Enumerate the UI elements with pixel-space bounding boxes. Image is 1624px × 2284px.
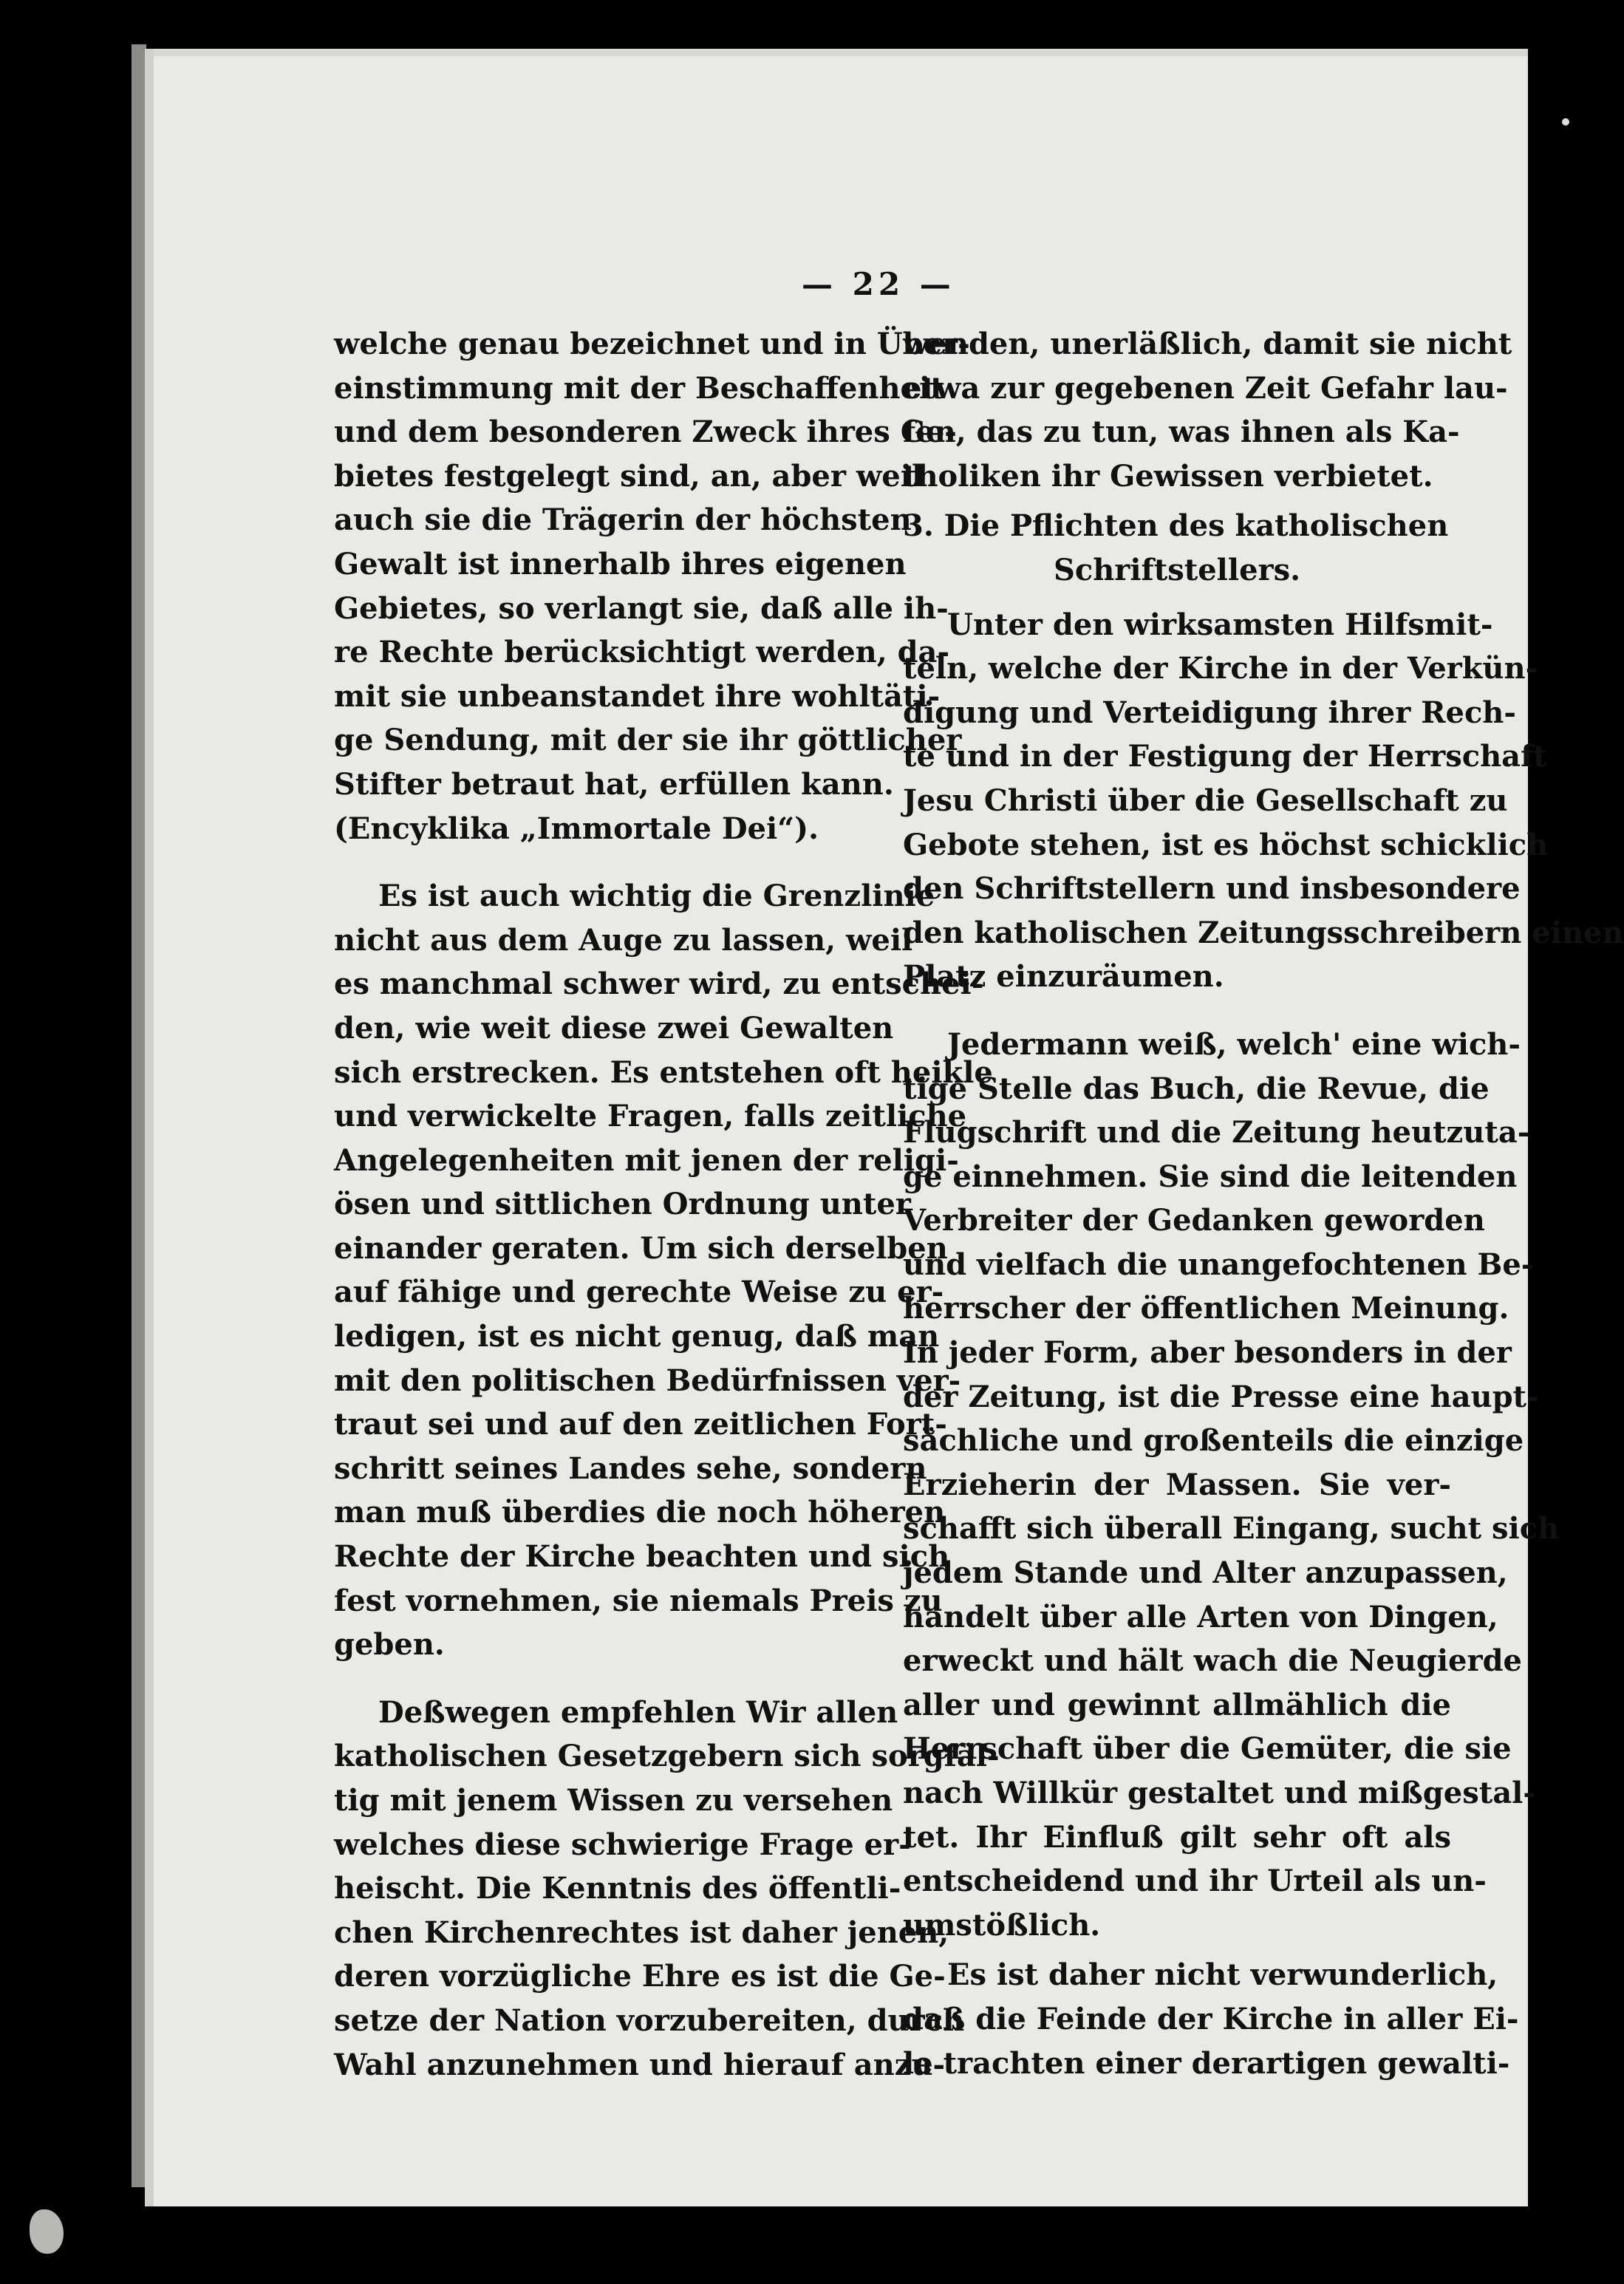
text-line: Es ist auch wichtig die Grenzlinie xyxy=(378,879,935,914)
text-line: daß die Feinde der Kirche in aller Ei- xyxy=(903,2001,1519,2036)
scan-blemish xyxy=(30,2209,64,2254)
text-line: ösen und sittlichen Ordnung unter xyxy=(334,1187,911,1222)
text-line: bietes festgelegt sind, an, aber weil xyxy=(334,458,924,494)
text-line: den katholischen Zeitungsschreibern einen xyxy=(903,915,1624,950)
text-line: ge einnehmen. Sie sind die leitenden xyxy=(903,1159,1518,1194)
text-line: geben. xyxy=(334,1627,445,1663)
text-line: sächliche und großenteils die einzige xyxy=(903,1423,1524,1459)
paragraph-gap xyxy=(903,999,1451,1023)
text-line: und dem besonderen Zweck ihres Ge- xyxy=(334,415,957,450)
text-line: den Schriftstellern und insbesondere xyxy=(903,871,1521,907)
text-line: Platz einzuräumen. xyxy=(903,959,1224,995)
text-line: es manchmal schwer wird, zu entschei- xyxy=(334,967,984,1002)
text-line: einander geraten. Um sich derselben xyxy=(334,1230,948,1266)
text-line: chen Kirchenrechtes ist daher jenen, xyxy=(334,1915,949,1950)
text-line: fest vornehmen, sie niemals Preis zu xyxy=(334,1583,943,1618)
text-line: nach Willkür gestaltet und mißgestal- xyxy=(903,1776,1535,1810)
text-line: Gebietes, so verlangt sie, daß alle ih- xyxy=(334,590,949,626)
text-line: handelt über alle Arten von Dingen, xyxy=(903,1599,1498,1634)
right-paragraph-3 xyxy=(903,1023,1560,1947)
text-line: etwa zur gegebenen Zeit Gefahr lau- xyxy=(903,370,1508,406)
text-line: fen, das zu tun, was ihnen als Ka- xyxy=(903,415,1460,450)
text-line: herrscher der öffentlichen Meinung. xyxy=(903,1291,1509,1326)
text-line: digung und Verteidigung ihrer Rech- xyxy=(903,695,1516,730)
text-line: tig mit jenem Wissen zu versehen xyxy=(334,1783,893,1818)
text-line: Herrschaft über die Gemüter, die sie xyxy=(903,1731,1512,1767)
scan-speck xyxy=(1562,118,1569,126)
text-line: Gebote stehen, ist es höchst schicklich xyxy=(903,827,1549,862)
text-line: man muß überdies die noch höheren xyxy=(334,1495,946,1530)
left-paragraph-1 xyxy=(334,322,970,850)
right-column xyxy=(903,322,1624,2085)
text-line: le trachten einer derartigen gewalti- xyxy=(903,2045,1510,2081)
paragraph-gap xyxy=(334,850,878,874)
text-line: Stifter betraut hat, erfüllen kann. xyxy=(334,766,894,802)
text-line: auch sie die Trägerin der höchsten xyxy=(334,502,912,538)
text-line: mit den politischen Bedürfnissen ver- xyxy=(334,1363,961,1398)
section-heading xyxy=(903,504,1451,592)
left-paragraph-2 xyxy=(334,874,993,1667)
text-line: Jedermann weiß, welch' eine wich- xyxy=(947,1026,1521,1062)
text-line: ge Sendung, mit der sie ihr göttlicher xyxy=(334,723,962,758)
paragraph-gap xyxy=(903,1947,1451,1953)
text-line: re Rechte berücksichtigt werden, da- xyxy=(334,635,950,670)
text-line: aller und gewinnt allmählich die xyxy=(903,1687,1451,1722)
text-line: Erzieherin der Massen. Sie ver- xyxy=(903,1467,1451,1502)
text-line: Unter den wirksamsten Hilfsmit- xyxy=(947,607,1493,642)
paragraph-gap xyxy=(334,1667,878,1691)
text-line: nicht aus dem Auge zu lassen, weil xyxy=(334,922,913,958)
text-line: te und in der Festigung der Herrschaft xyxy=(903,739,1547,774)
paragraph-gap xyxy=(903,498,1451,504)
left-column xyxy=(334,322,1000,2087)
text-line: ledigen, ist es nicht genug, daß man xyxy=(334,1319,940,1354)
text-line: welches diese schwierige Frage er- xyxy=(334,1827,911,1862)
text-line: auf fähige und gerechte Weise zu er- xyxy=(334,1275,944,1310)
text-line: Es ist daher nicht verwunderlich, xyxy=(947,1957,1498,1993)
text-line: schritt seines Landes sehe, sondern xyxy=(334,1450,927,1486)
page-number: — 22 — xyxy=(802,266,955,302)
text-line: sich erstrecken. Es entstehen oft heikle xyxy=(334,1054,993,1090)
left-paragraph-3 xyxy=(334,1691,1000,2087)
text-line: und vielfach die unangefochtenen Be- xyxy=(903,1247,1534,1282)
text-line: heischt. Die Kenntnis des öffentli- xyxy=(334,1871,901,1906)
text-line: der Zeitung, ist die Presse eine haupt- xyxy=(903,1379,1539,1414)
text-line: traut sei und auf den zeitlichen Fort- xyxy=(334,1407,947,1442)
text-line: Angelegenheiten mit jenen der religi- xyxy=(334,1142,959,1178)
text-line: Gewalt ist innerhalb ihres eigenen xyxy=(334,546,907,582)
text-line: katholischen Gesetzgebern sich sorgfäl- xyxy=(334,1739,1000,1774)
text-line: erweckt und hält wach die Neugierde xyxy=(903,1643,1522,1679)
text-line: tige Stelle das Buch, die Revue, die xyxy=(903,1071,1490,1106)
text-line: umstößlich. xyxy=(903,1907,1101,1943)
text-line: setze der Nation vorzubereiten, durch xyxy=(334,2002,965,2038)
text-line: welche genau bezeichnet und in Über- xyxy=(334,327,970,361)
page-edge-shadow xyxy=(132,44,146,2187)
right-paragraph-2 xyxy=(903,603,1624,999)
text-line: schafft sich überall Eingang, sucht sich xyxy=(903,1511,1560,1547)
text-line: Flugschrift und die Zeitung heutzuta- xyxy=(903,1115,1530,1150)
text-line: tet. Ihr Einfluß gilt sehr oft als xyxy=(903,1819,1451,1855)
section-heading-line-1: 3. Die Pflichten des katholischen xyxy=(903,508,1449,544)
text-line: deren vorzügliche Ehre es ist die Ge- xyxy=(334,1959,946,1994)
text-line: mit sie unbeanstandet ihre wohltäti- xyxy=(334,678,941,714)
text-line: Rechte der Kirche beachten und sich xyxy=(334,1539,950,1575)
text-line: und verwickelte Fragen, falls zeitliche xyxy=(334,1099,967,1134)
text-line: Verbreiter der Gedanken geworden xyxy=(903,1203,1485,1238)
text-line: teln, welche der Kirche in der Verkün- xyxy=(903,651,1538,686)
text-line: tholiken ihr Gewissen verbietet. xyxy=(903,458,1433,494)
text-line: wenden, unerläßlich, damit sie nicht xyxy=(903,327,1512,361)
text-line: Jesu Christi über die Gesellschaft zu xyxy=(903,783,1508,818)
text-line: jedem Stande und Alter anzupassen, xyxy=(903,1555,1508,1591)
text-line: Deßwegen empfehlen Wir allen xyxy=(378,1694,898,1730)
text-line: einstimmung mit der Beschaffenheit xyxy=(334,370,944,406)
section-heading-line-2: Schriftstellers. xyxy=(1053,552,1301,587)
paragraph-gap xyxy=(903,593,1451,603)
right-paragraph-1 xyxy=(903,322,1512,498)
text-line: (Encyklika „Immortale Dei“). xyxy=(334,811,819,846)
text-line: Wahl anzunehmen und hierauf anzu- xyxy=(334,2047,946,2082)
right-paragraph-4 xyxy=(903,1953,1519,2085)
text-line: In jeder Form, aber besonders in der xyxy=(903,1335,1512,1371)
text-line: den, wie weit diese zwei Gewalten xyxy=(334,1010,894,1046)
text-line: entscheidend und ihr Urteil als un- xyxy=(903,1864,1487,1899)
